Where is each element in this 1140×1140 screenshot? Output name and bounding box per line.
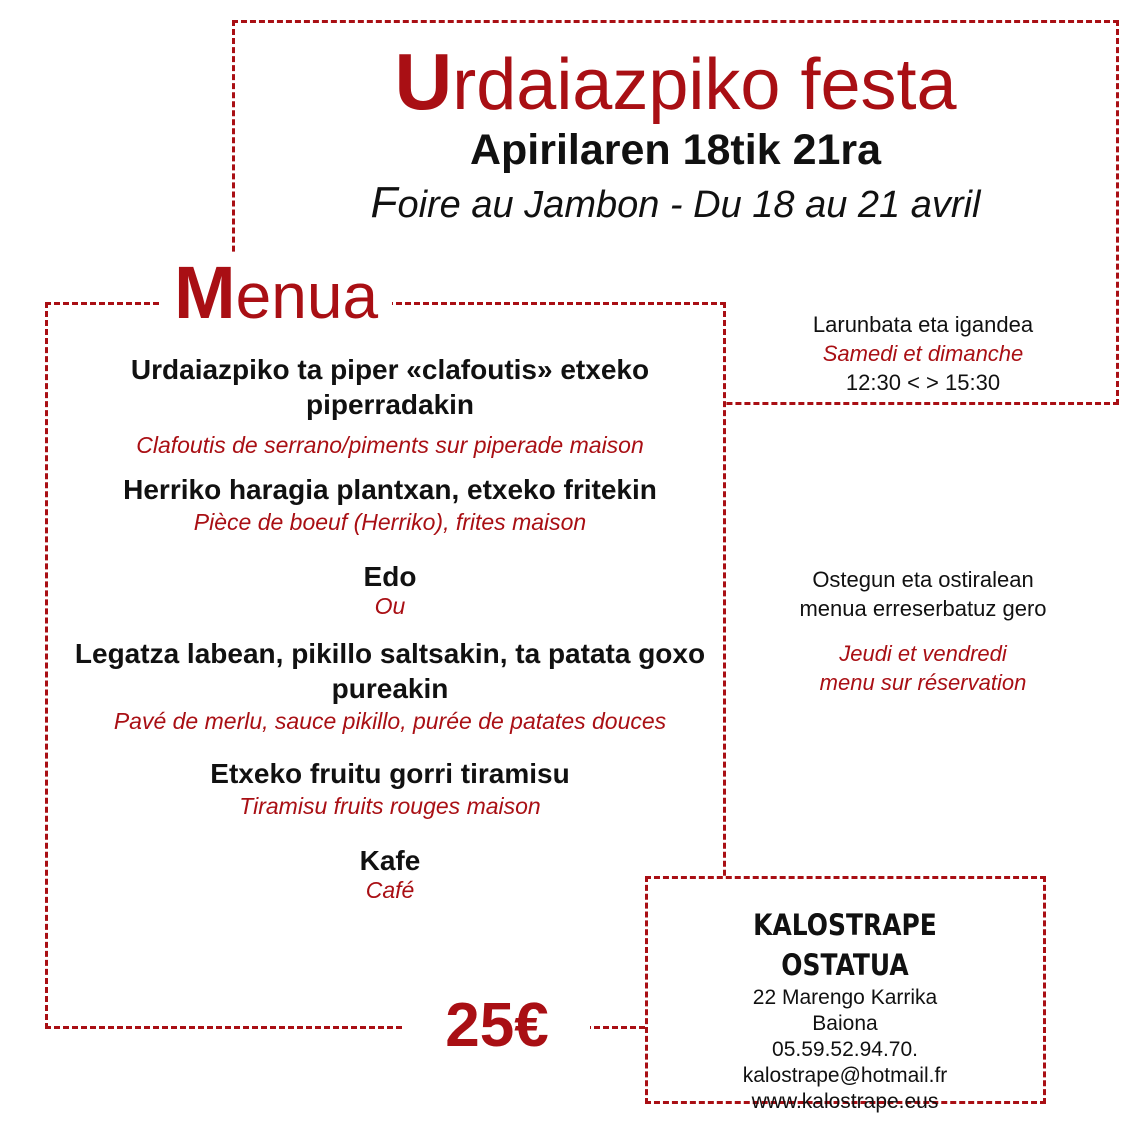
- page-subtitle: Apirilaren 18tik 21ra: [469, 126, 882, 174]
- menu-list: [72, 352, 708, 912]
- reservation-block: [738, 565, 1108, 697]
- schedule-days-eus: Larunbata eta igandea: [812, 312, 1034, 337]
- menu-item: [72, 756, 708, 821]
- contact-block: [660, 905, 1030, 1115]
- reservation-line2-fr: menu sur réservation: [819, 670, 1027, 695]
- contact-street: 22 Marengo Karrika: [752, 986, 938, 1009]
- schedule-days-fr: Samedi et dimanche: [822, 341, 1024, 366]
- menu-item-fr: Tiramisu fruits rouges maison: [239, 793, 541, 819]
- reservation-line1-eus: Ostegun eta ostiralean: [812, 567, 1034, 592]
- reservation-line1-fr: Jeudi et vendredi: [839, 641, 1007, 666]
- menu-item: [72, 843, 708, 902]
- menu-item-fr: Ou: [374, 593, 406, 619]
- page-title: Urdaiazpiko festa: [394, 37, 957, 126]
- contact-phone[interactable]: 05.59.52.94.70.: [772, 1038, 918, 1061]
- schedule-hours: 12:30 < > 15:30: [845, 370, 1001, 395]
- menu-item-eus: Legatza labean, pikillo saltsakin, ta patata goxo pureakin: [74, 638, 706, 704]
- price-label: 25€: [404, 988, 590, 1064]
- menu-item-eus: Herriko haragia plantxan, etxeko fritekin: [123, 474, 657, 505]
- menu-item-fr: Clafoutis de serrano/piments sur piperade maison: [136, 432, 644, 458]
- menu-item: [72, 472, 708, 537]
- menu-item-eus: Kafe: [359, 845, 421, 876]
- menu-item-eus: Urdaiazpiko ta piper «clafoutis» etxeko piperradakin: [130, 354, 650, 420]
- menu-item-eus: Etxeko fruitu gorri tiramisu: [210, 758, 570, 789]
- menu-item-eus: Edo: [363, 561, 417, 592]
- menu-item-fr: Pavé de merlu, sauce pikillo, purée de patates douces: [113, 708, 667, 734]
- menu-item-fr: Pièce de boeuf (Herriko), frites maison: [193, 509, 587, 535]
- page-subtitle-fr: Foire au Jambon - Du 18 au 21 avril: [370, 178, 981, 227]
- menu-heading: Menua: [160, 254, 392, 335]
- contact-city: Baiona: [812, 1012, 878, 1035]
- menu-item: [72, 636, 708, 736]
- menu-item: [72, 559, 708, 618]
- contact-email[interactable]: kalostrape@hotmail.fr: [742, 1064, 948, 1087]
- contact-website[interactable]: www.kalostrape.eus: [751, 1090, 939, 1113]
- menu-item-fr: Café: [365, 877, 415, 903]
- venue-name: KALOSTRAPE OSTATUA: [753, 908, 937, 982]
- schedule-block: [738, 310, 1108, 397]
- menu-item: [72, 352, 708, 460]
- reservation-line2-eus: menua erreserbatuz gero: [799, 596, 1047, 621]
